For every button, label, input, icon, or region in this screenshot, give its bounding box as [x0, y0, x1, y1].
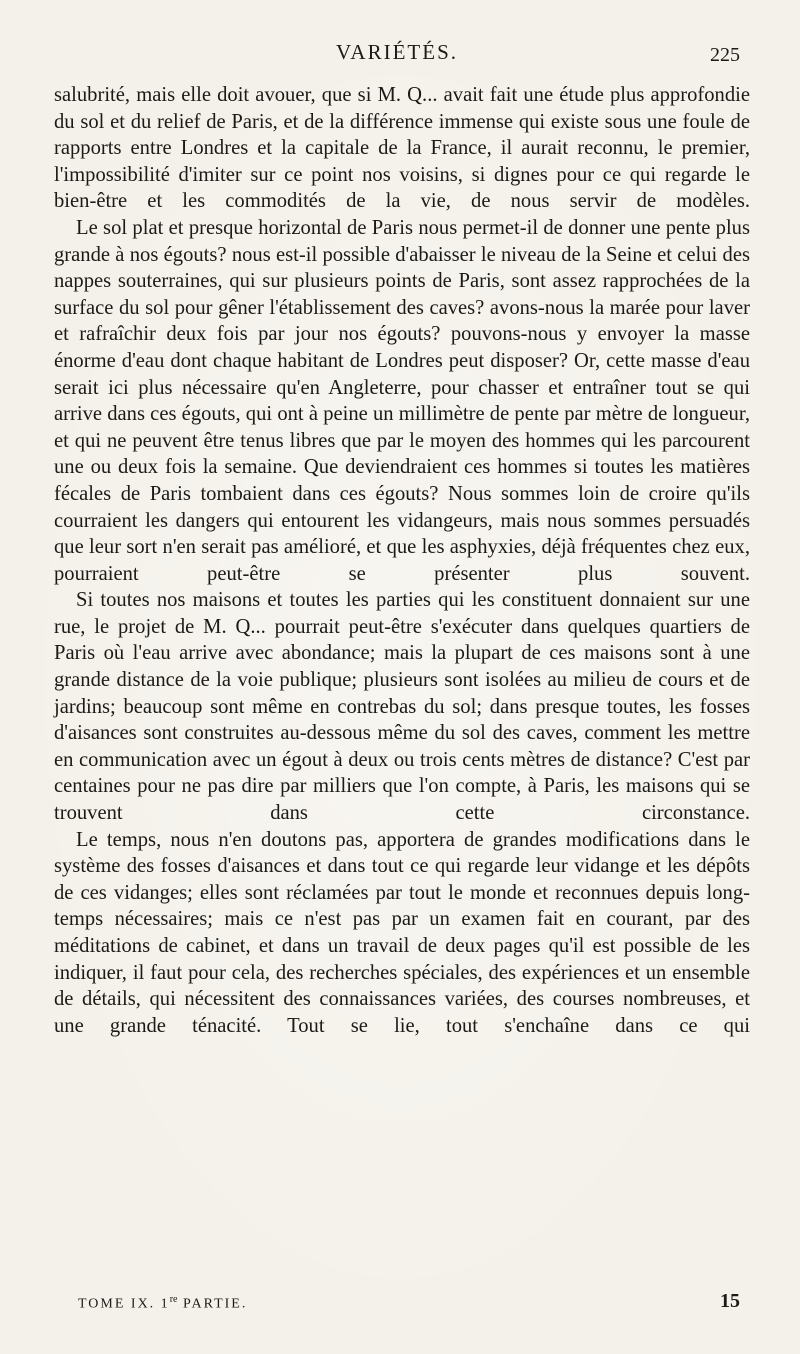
page-number: 225: [710, 44, 740, 66]
body-text: [54, 82, 750, 1039]
gathering-number: 15: [720, 1290, 740, 1312]
paragraph-continuation: salubrité, mais elle doit avouer, que si M. Q... avait fait une étude plus approfondie du sol et du relief de Paris, et de la différence immense qui existe sous une foule de rapports entre Londres et la capitale de la France, il aurait reconnu, le premier, l'impossibilité d'imiter sur ce point nos voisins, si dignes pour ce qui regarde le bien-être et les commodités de la vie, de nous servir de modèles.: [54, 84, 750, 213]
running-head: [54, 40, 740, 70]
signature-suffix: PARTIE.: [177, 1296, 248, 1312]
running-title: VARIÉTÉS.: [335, 40, 459, 64]
paragraph-toutes-maisons: Si toutes nos maisons et toutes les parties qui les constituent donnaient sur une rue, le projet de M. Q... pourrait peut-être s'exécuter dans quelques quartiers de Paris où l'eau arrive avec abondance; mais la plupart de ces maisons sont à une grande distance de la voie publique; plusieurs sont isolées au milieu de cours et de jardins; beaucoup sont même en contrebas du sol; dans presque toutes, les fosses d'aisances sont construites au-dessous même du sol des caves, comment les mettre en communication avec un égout à deux ou trois cents mètres de distance? C'est par centaines pour ne pas dire par milliers que l'on compte, à Paris, les maisons qui se trouvent dans cette circonstance.: [54, 589, 750, 825]
signature-mark: [78, 1294, 247, 1313]
signature-prefix: TOME IX. 1: [78, 1296, 170, 1312]
signature-superscript: re: [169, 1294, 178, 1305]
page-footer: [78, 1288, 740, 1318]
paragraph-sol-plat: Le sol plat et presque horizontal de Paris nous permet-il de donner une pente plus grande à nos égouts? nous est-il possible d'abaisser le niveau de la Seine et celui des nappes souterraines, qui sur plusieurs points de Paris, sont assez rapprochées de la surface du sol pour gêner l'établissement des caves? avons-nous la marée pour laver et rafraîchir deux fois par jour nos égouts? pouvons-nous y envoyer la masse énorme d'eau dont chaque habitant de Londres peut disposer? Or, cette masse d'eau serait ici plus nécessaire qu'en Angleterre, pour chasser et entraîner tout se qui arrive dans ces égouts, qui ont à peine un millimètre de pente par mètre de longueur, et qui ne peuvent être tenus libres que par le moyen des hommes qui les parcourent une ou deux fois la semaine. Que deviendraient ces hommes si toutes les matières fécales de Paris tombaient dans ces égouts? Nous sommes loin de croire qu'ils courraient les dangers qui entourent les vidangeurs, mais nous sommes persuadés que leur sort n'en serait pas amélioré, et que les asphyxies, déjà fréquentes chez eux, pourraient peut-être se présenter plus souvent.: [54, 216, 750, 585]
paragraph-le-temps: Le temps, nous n'en doutons pas, apportera de grandes modifications dans le système des fosses d'aisances et dans tout ce qui regarde leur vidange et les dépôts de ces vidanges; elles sont réclamées par tout le monde et reconnues depuis long-temps nécessaires; mais ce n'est pas par un examen fait en courant, par des méditations de cabinet, et dans un travail de deux pages qu'il est possible de les indiquer, il faut pour cela, des recherches spéciales, des expériences et un ensemble de détails, qui nécessitent des connaissances variées, des courses nombreuses, et une grande ténacité. Tout se lie, tout s'enchaîne dans ce qui: [54, 828, 750, 1037]
